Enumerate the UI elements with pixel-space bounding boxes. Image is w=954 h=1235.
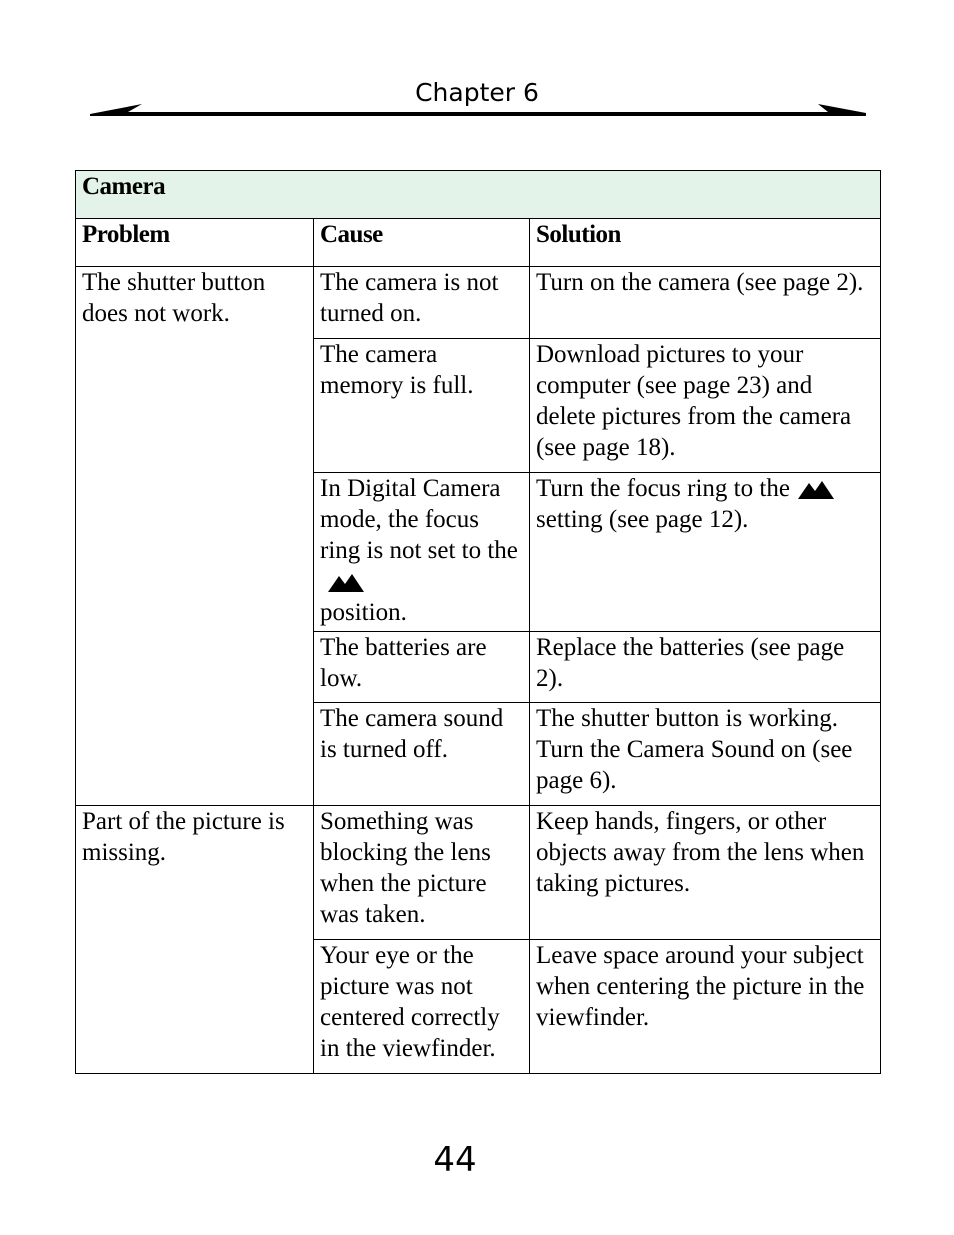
problem-cell: Part of the picture is missing.	[76, 806, 314, 1074]
cause-cell: Something was blocking the lens when the picture was taken.	[314, 806, 530, 940]
cause-cell	[314, 473, 530, 632]
solution-cell	[530, 473, 881, 632]
section-title: Camera	[76, 171, 881, 219]
page-number: 44	[433, 1140, 477, 1180]
cause-cell: The camera is not turned on.	[314, 267, 530, 339]
cause-cell: The camera memory is full.	[314, 339, 530, 473]
solution-cell: The shutter button is working. Turn the Camera Sound on (see page 6).	[530, 703, 881, 806]
table-row	[76, 267, 881, 339]
cause-cell: The camera sound is turned off.	[314, 703, 530, 806]
table-row	[76, 806, 881, 940]
solution-cell: Replace the batteries (see page 2).	[530, 632, 881, 703]
solution-text: setting (see page 12).	[536, 506, 749, 533]
cause-cell: The batteries are low.	[314, 632, 530, 703]
problem-cell: The shutter button does not work.	[76, 267, 314, 806]
troubleshooting-table	[75, 170, 881, 1074]
solution-cell: Keep hands, fingers, or other objects away from the lens when taking pictures.	[530, 806, 881, 940]
cause-text: position.	[320, 599, 407, 626]
column-header-solution: Solution	[530, 219, 881, 267]
section-row	[76, 171, 881, 219]
solution-cell: Download pictures to your computer (see page 23) and delete pictures from the camera (see page 18).	[530, 339, 881, 473]
mountain-icon	[328, 574, 364, 592]
solution-cell: Turn on the camera (see page 2).	[530, 267, 881, 339]
column-header-problem: Problem	[76, 219, 314, 267]
cause-cell: Your eye or the picture was not centered correctly in the viewfinder.	[314, 940, 530, 1074]
header-rule	[88, 100, 868, 122]
column-header-row	[76, 219, 881, 267]
chapter-title: Chapter 6	[415, 78, 539, 107]
solution-text: Turn the focus ring to the	[536, 475, 790, 502]
solution-cell: Leave space around your subject when centering the picture in the viewfinder.	[530, 940, 881, 1074]
mountain-icon	[798, 481, 834, 499]
cause-text: In Digital Camera mode, the focus ring is not set to the	[320, 475, 518, 564]
column-header-cause: Cause	[314, 219, 530, 267]
